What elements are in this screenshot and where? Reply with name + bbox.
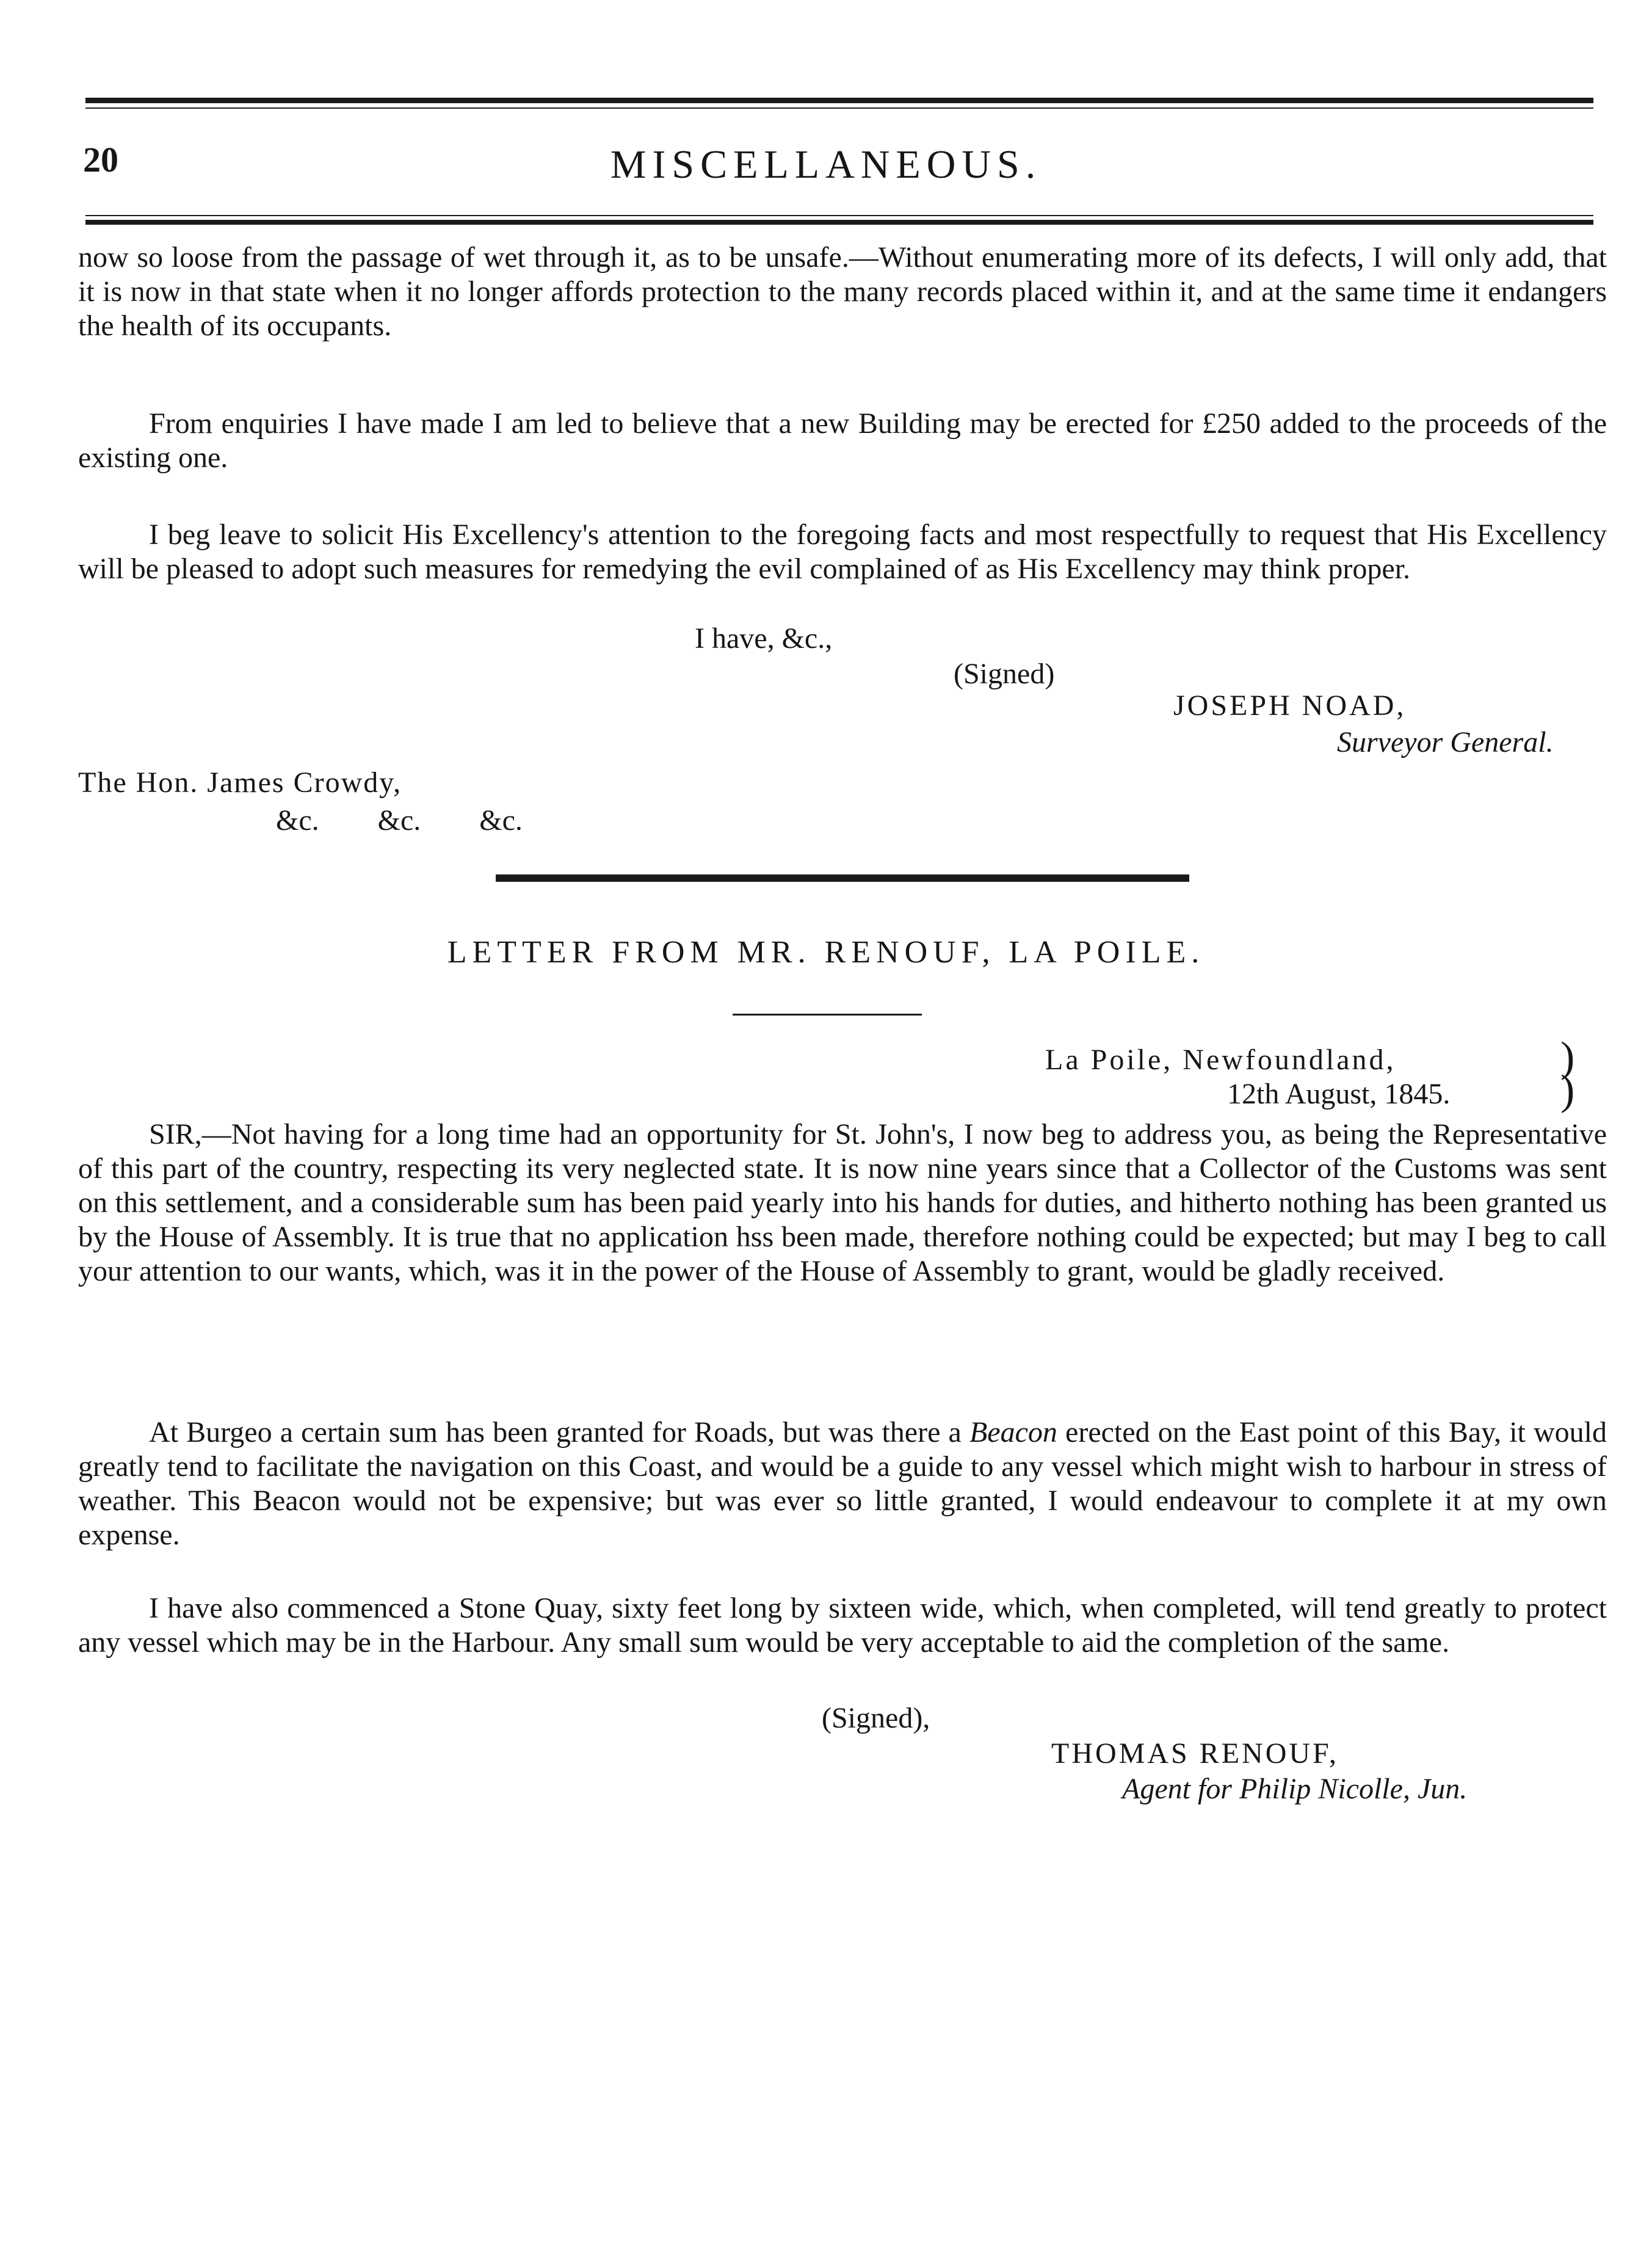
letter2-date: 12th August, 1845. — [1227, 1078, 1451, 1110]
letter2-paragraph-1: SIR,—Not having for a long time had an opportunity for St. John's, I now beg to address you, as being the Representative of this part of the country, respecting its very neglected state. It is now nine years since that a Collector of the Customs was sent on this settlement, and a considerable sum has been paid yearly into his hands for duties, and hitherto nothing has been granted us by the House of Assembly. It is true that no application hss been made, therefore nothing could be expected; but may I beg to call your attention to our wants, which, was it in the power of the House of Assembly to grant, would be gladly received. — [78, 1118, 1607, 1287]
header-bottom-rule-thin — [85, 215, 1593, 216]
letter2-signed: (Signed), — [822, 1702, 930, 1734]
letter1-signer-title: Surveyor General. — [1337, 726, 1554, 758]
letter1-paragraph-1: now so loose from the passage of wet through it, as to be unsafe.—Without enumerating more of its defects, I will only add, that it is now in that state when it no longer affords protection to the many records placed within it, and at the same time it endangers the health of its occupants. — [78, 241, 1607, 342]
header-top-rule — [85, 98, 1593, 103]
section-separator-rule — [496, 874, 1189, 882]
letter2-paragraph-2-start: At Burgeo a certain sum has been granted for Roads, but was there a — [149, 1416, 969, 1448]
letter1-signed: (Signed) — [954, 658, 1055, 690]
letter2-signer-title: Agent for Philip Nicolle, Jun. — [1122, 1773, 1468, 1805]
dateline-brace-top: ) — [1560, 1034, 1575, 1081]
letter1-signer-name: JOSEPH NOAD, — [1173, 689, 1407, 722]
beacon-emphasis: Beacon — [969, 1416, 1057, 1448]
letter1-addressee: The Hon. James Crowdy, — [78, 766, 402, 799]
heading-underline — [733, 1014, 922, 1016]
letter2-paragraph-3: I have also commenced a Stone Quay, sixty feet long by sixteen wide, which, when completed, will tend greatly to protect any vessel which may be in the Harbour. Any small sum would be very acceptable to aid the completion of the same. — [78, 1592, 1607, 1659]
letter2-place: La Poile, Newfoundland, — [1045, 1044, 1396, 1076]
letter2-paragraph-2 — [78, 1416, 1607, 1552]
running-title: MISCELLANEOUS. — [610, 142, 1042, 187]
letter2-signer-name: THOMAS RENOUF, — [1051, 1737, 1339, 1770]
header-top-rule-thin — [85, 107, 1593, 109]
letter1-paragraph-3: I beg leave to solicit His Excellency's attention to the foregoing facts and most respectfully to request that His Excellency will be pleased to adopt such measures for remedying the evil complained of as His Excellency may think proper. — [78, 518, 1607, 585]
letter1-paragraph-2: From enquiries I have made I am led to believe that a new Building may be erected for £250 added to the proceeds of the existing one. — [78, 407, 1607, 474]
letter2-heading: LETTER FROM MR. RENOUF, LA POILE. — [447, 935, 1205, 970]
letter1-etc: &c. &c. &c. — [276, 804, 523, 837]
header-bottom-rule — [85, 220, 1593, 225]
page-number: 20 — [83, 140, 118, 180]
letter1-closing: I have, &c., — [695, 622, 833, 655]
letter2-paragraph-2-end: erected on the East point of this Bay, it would greatly tend to facilitate the navigation on this Coast, and would be a guide to any vessel which might wish to harbour in stress of weather. This Beacon would not be expensive; but was ever so little granted, I would endeavour to complete it at my own expense. — [78, 1416, 1607, 1551]
dateline-brace-bottom: ) — [1560, 1067, 1575, 1114]
